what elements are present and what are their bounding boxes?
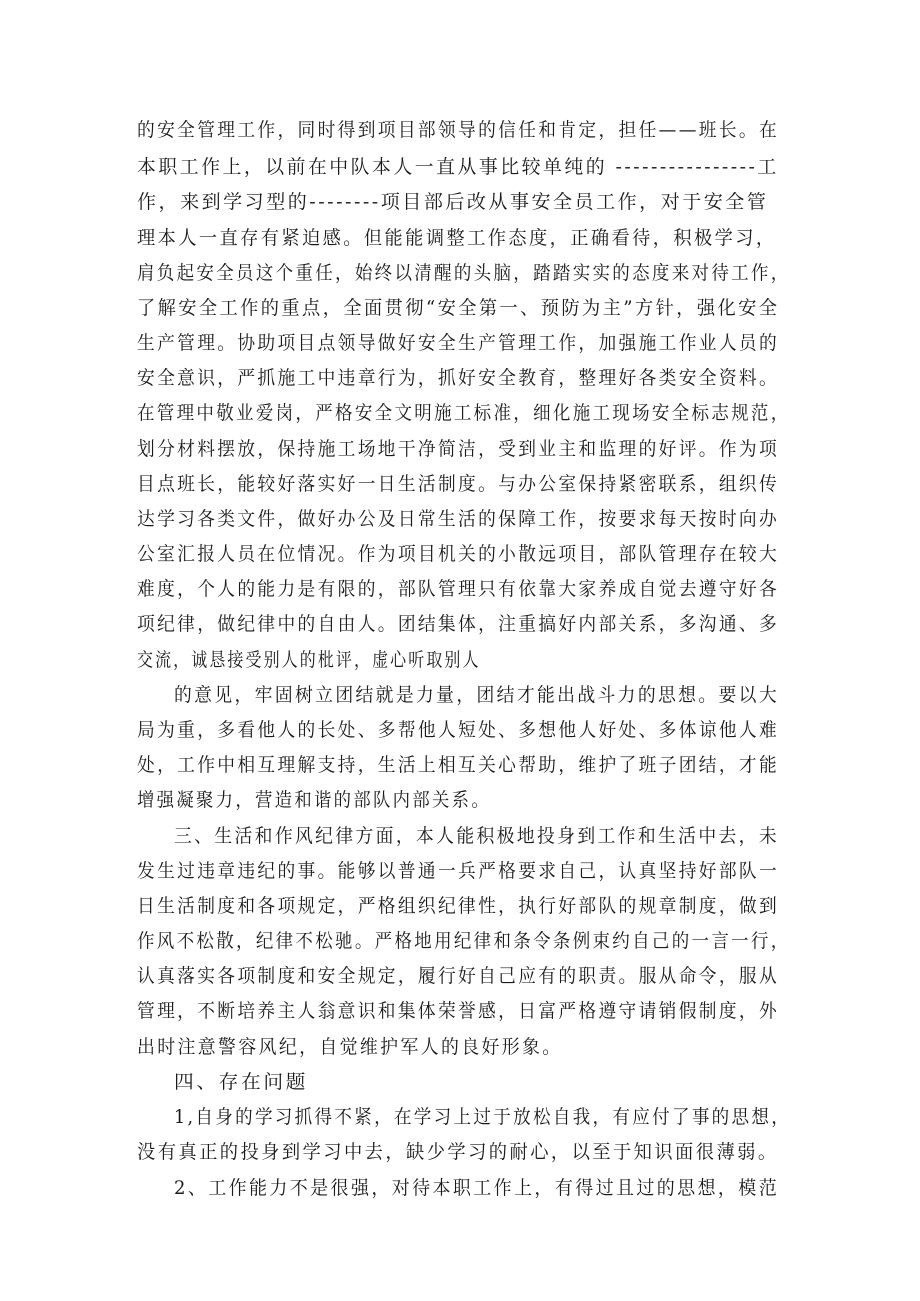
text-line: 作，来到学习型的--------项目部后改从事安全员工作，对于安全管: [137, 191, 769, 213]
text-line: 作风不松散，纪律不松驰。严格地用纪律和条令条例束约自己的一言一行，: [137, 930, 791, 952]
text-line: 划分材料摆放，保持施工场地干净简洁，受到业主和监理的好评。作为项: [137, 438, 780, 460]
text-line: 的安全管理工作，同时得到项目部领导的信任和肯定，担任——班长。在: [137, 119, 780, 141]
text-line: 生产管理。协助项目点领导做好安全生产管理工作，加强施工作业人员的: [137, 332, 780, 354]
text-line: 达学习各类文件，做好办公及日常生活的保障工作，按要求每天按时向办: [137, 508, 780, 530]
text-line: 管理，不断培养主人翁意识和集体荣誉感，日富严格遵守请销假制度，外: [137, 1000, 780, 1022]
text-line: 难度，个人的能力是有限的，部队管理只有依靠大家养成自觉去遵守好各: [137, 578, 780, 600]
text-line: 在管理中敬业爱岗，严格安全文明施工标准，细化施工现场安全标志规范，: [137, 402, 791, 424]
text-line: 目点班长，能较好落实好一日生活制度。与办公室保持紧密联系，组织传: [137, 473, 780, 495]
text-line: 项纪律，做纪律中的自由人。团结集体，注重搞好内部关系，多沟通、多: [137, 613, 780, 635]
text-line: 本职工作上，以前在中队本人一直从事比较单纯的 ----------------工: [137, 156, 779, 178]
text-line: 肩负起安全员这个重任，始终以清醒的头脑，踏踏实实的态度来对待工作，: [137, 262, 791, 284]
text-line: 安全意识，严抓施工中违章行为，抓好安全教育，整理好各类安全资料。: [137, 367, 780, 389]
text-line: 局为重，多看他人的长处、多帮他人短处、多想他人好处、多体谅他人难: [137, 719, 780, 741]
text-line: 出时注意警容风纪，自觉维护军人的良好形象。: [137, 1036, 563, 1058]
text-line: 发生过违章违纪的事。能够以普通一兵严格要求自己，认真坚持好部队一: [137, 860, 780, 882]
text-line: 三、生活和作风纪律方面，本人能积极地投身到工作和生活中去，未: [174, 825, 780, 847]
text-line: 的意见，牢固树立团结就是力量，团结才能出战斗力的思想。要以大: [174, 684, 780, 706]
text-line: 没有真正的投身到学习中去，缺少学习的耐心，以至于知识面很薄弱。: [137, 1141, 779, 1163]
text-line: 四、存在问题: [174, 1071, 309, 1093]
text-line: 理本人一直存有紧迫感。但能能调整工作态度，正确看待，积极学习，: [137, 227, 777, 249]
text-line: 日生活制度和各项规定，严格组织纪律性，执行好部队的规章制度，做到: [137, 895, 780, 917]
text-line: 处，工作中相互理解支持，生活上相互关心帮助，维护了班子团结，才能: [137, 754, 780, 776]
text-line: 2、工作能力不是很强，对待本职工作上，有得过且过的思想，模范: [174, 1177, 780, 1199]
text-line: 交流，诚恳接受别人的枇评，虚心听取别人: [137, 649, 481, 671]
text-line: 公室汇报人员在位情况。作为项目机关的小散远项目，部队管理存在较大: [137, 543, 780, 565]
text-line: 认真落实各项制度和安全规定，履行好自己应有的职责。服从命令，服从: [137, 965, 780, 987]
text-line: 1,自身的学习抓得不紧，在学习上过于放松自我，有应付了事的思想，: [174, 1106, 792, 1128]
text-line: 了解安全工作的重点，全面贯彻“安全第一、预防为主”方针，强化安全: [137, 297, 780, 319]
text-line: 增强凝聚力，营造和谐的部队内部关系。: [137, 789, 492, 811]
